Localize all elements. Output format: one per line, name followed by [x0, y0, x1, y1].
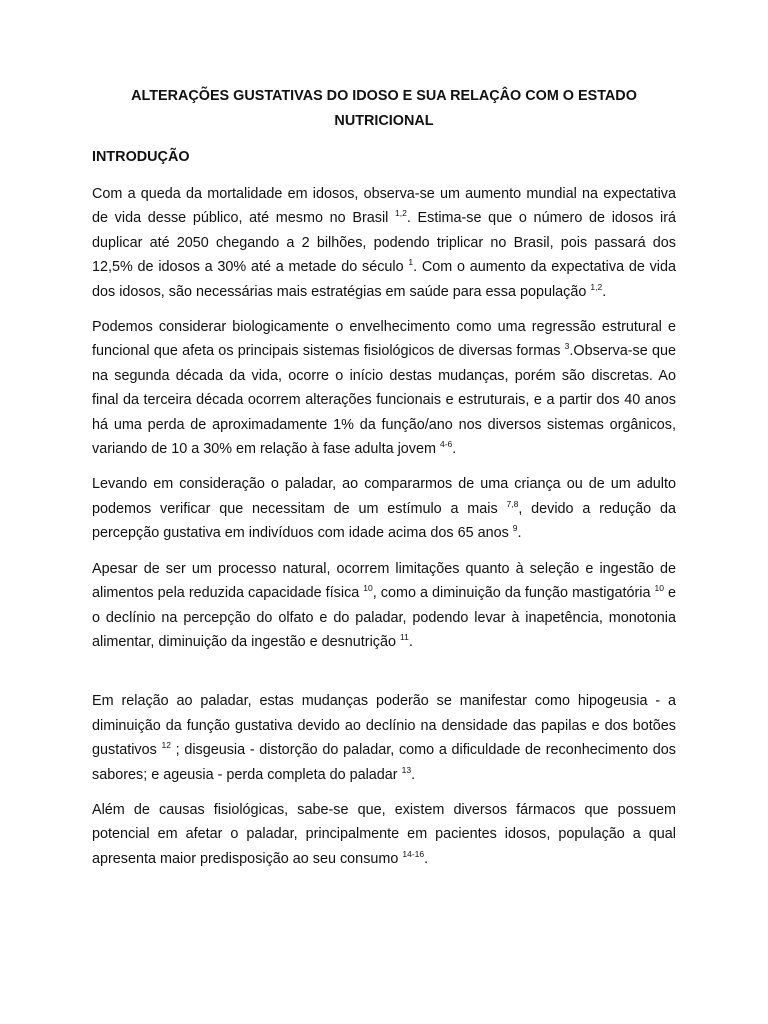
- paragraph-text: Levando em consideração o paladar, ao compararmos de uma criança ou de um adulto podemos verificar que necessitam de um estímulo a mais: [92, 476, 676, 517]
- citation-superscript: 10: [654, 583, 664, 594]
- paragraph-text: .: [411, 766, 416, 783]
- title-line-1: ALTERAÇÕES GUSTATIVAS DO IDOSO E SUA RELAÇÂO COM O ESTADO: [131, 88, 637, 104]
- paragraph-text: ; disgeusia - distorção do paladar, como a dificuldade de reconhecimento dos sabores; e ageusia - perda completa do paladar: [92, 742, 676, 783]
- citation-superscript: 9: [512, 523, 518, 534]
- citation-superscript: 11: [400, 631, 409, 642]
- paragraph-text: .: [452, 441, 457, 458]
- paragraph: [92, 798, 676, 871]
- paragraph-text: . Com o aumento da expectativa de vida dos idosos, são necessárias mais estratégias em saúde para essa população: [92, 259, 676, 300]
- paragraph-text: Além de causas fisiológicas, sabe-se que, existem diversos fármacos que possuem potencial em afetar o paladar, principalmente em pacientes idosos, população a qual apresenta maior predisposição ao seu consumo: [92, 801, 676, 867]
- paragraph-text: Podemos considerar biologicamente o envelhecimento como uma regressão estrutural e funcional que afeta os principais sistemas fisiológicos de diversas formas: [92, 319, 676, 360]
- citation-superscript: 13: [401, 764, 412, 775]
- paragraph: [92, 689, 676, 787]
- paragraph: [92, 557, 676, 655]
- section-heading: INTRODUÇÃO: [92, 149, 190, 165]
- paragraph: [92, 472, 676, 545]
- paragraph-text: , como a diminuição da função mastigatória: [372, 585, 655, 602]
- paragraph-text: .: [424, 850, 429, 867]
- citation-superscript: 1,2: [590, 281, 603, 292]
- body-text: [92, 182, 676, 871]
- citation-superscript: 14-16: [402, 848, 425, 859]
- document-title: [92, 84, 676, 134]
- paragraph-text: . Estima-se que o número de idosos irá duplicar até 2050 chegando a 2 bilhões, podendo triplicar no Brasil, pois passará dos 12,5% de idosos a 30% até a metade do século: [92, 210, 676, 276]
- citation-superscript: 1,2: [395, 208, 407, 219]
- paragraph-text: .: [517, 525, 522, 542]
- paragraph-text: Apesar de ser um processo natural, ocorrem limitações quanto à seleção e ingestão de alimentos pela reduzida capacidade física: [92, 560, 676, 602]
- citation-superscript: 12: [161, 740, 171, 751]
- paragraph-text: Com a queda da mortalidade em idosos, observa-se um aumento mundial na expectativa de vida desse público, até mesmo no Brasil: [92, 186, 676, 227]
- paragraph-text: Em relação ao paladar, estas mudanças poderão se manifestar como hipogeusia - a diminuição da função gustativa devido ao declínio na densidade das papilas e dos botões gustativos: [92, 693, 676, 759]
- citation-superscript: 3: [564, 341, 570, 352]
- citation-superscript: 4-6: [440, 439, 453, 450]
- document-page: [92, 84, 676, 882]
- citation-superscript: 1: [408, 257, 414, 268]
- paragraph-text: .: [602, 283, 607, 300]
- citation-superscript: 7,8: [506, 498, 519, 509]
- title-line-2: NUTRICIONAL: [334, 113, 434, 129]
- paragraph-text: e o declínio na percepção do olfato e do paladar, podendo levar à inapetência, monotonia alimentar, diminuição da ingestão e desnutrição: [92, 585, 676, 650]
- paragraph-text: .Observa-se que na segunda década da vida, ocorre o início destas mudanças, porém são discretas. Ao final da terceira década ocorrem alterações funcionais e estruturais, e a partir dos 40 anos há uma perda de aproximadamente 1% da função/ano nos diversos sistemas orgânicos, variando de 10 a 30% em relação à fase adulta jovem: [92, 343, 676, 458]
- paragraph-text: .: [408, 633, 413, 650]
- paragraph: [92, 315, 676, 461]
- paragraph-text: , devido a redução da percepção gustativa em indivíduos com idade acima dos 65 anos: [92, 500, 676, 542]
- citation-superscript: 10: [363, 583, 373, 594]
- paragraph: [92, 182, 676, 304]
